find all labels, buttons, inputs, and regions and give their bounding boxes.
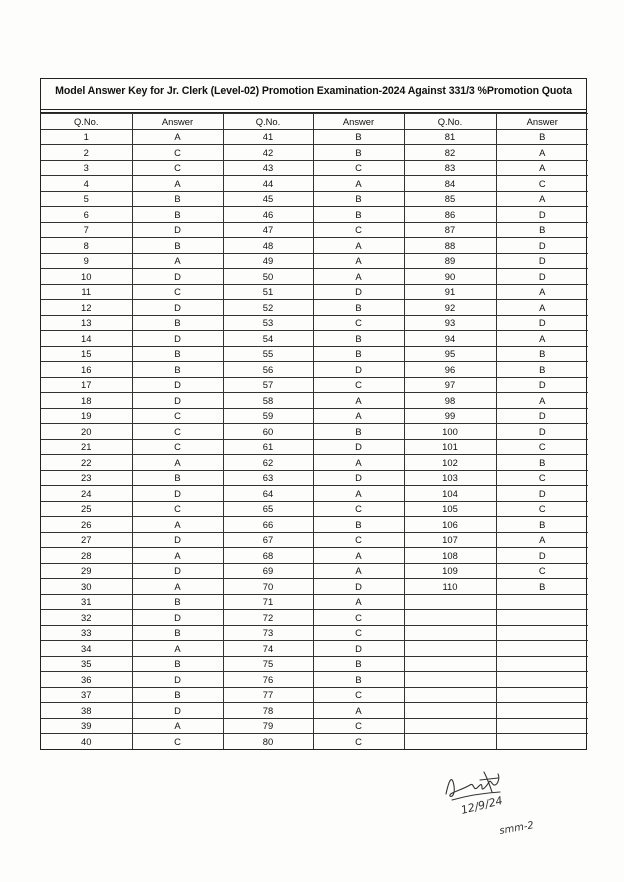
answer-cell: B bbox=[313, 424, 404, 440]
table-row bbox=[41, 672, 588, 688]
answer-cell bbox=[496, 734, 588, 749]
answer-cell bbox=[496, 625, 588, 641]
answer-cell: A bbox=[132, 579, 223, 595]
table-row bbox=[41, 625, 588, 641]
answer-cell: B bbox=[132, 238, 223, 254]
question-number-cell: 90 bbox=[404, 269, 496, 285]
question-number-cell: 76 bbox=[223, 672, 313, 688]
answer-cell: A bbox=[496, 284, 588, 300]
question-number-cell: 54 bbox=[223, 331, 313, 347]
answer-cell: A bbox=[496, 331, 588, 347]
answer-cell: B bbox=[313, 191, 404, 207]
question-number-cell: 83 bbox=[404, 160, 496, 176]
question-number-cell: 42 bbox=[223, 145, 313, 161]
question-number-cell: 99 bbox=[404, 408, 496, 424]
question-number-cell: 78 bbox=[223, 703, 313, 719]
answer-cell bbox=[496, 594, 588, 610]
table-row bbox=[41, 718, 588, 734]
question-number-cell: 56 bbox=[223, 362, 313, 378]
table-row bbox=[41, 532, 588, 548]
answer-cell: A bbox=[132, 176, 223, 192]
question-number-cell: 40 bbox=[41, 734, 132, 749]
question-number-cell: 17 bbox=[41, 377, 132, 393]
question-number-cell: 2 bbox=[41, 145, 132, 161]
question-number-cell: 51 bbox=[223, 284, 313, 300]
question-number-cell: 102 bbox=[404, 455, 496, 471]
answer-cell: B bbox=[496, 579, 588, 595]
question-number-cell: 87 bbox=[404, 222, 496, 238]
answer-cell: B bbox=[132, 191, 223, 207]
question-number-cell: 3 bbox=[41, 160, 132, 176]
answer-cell: D bbox=[132, 486, 223, 502]
table-row bbox=[41, 269, 588, 285]
question-number-cell: 34 bbox=[41, 641, 132, 657]
answer-cell: D bbox=[313, 579, 404, 595]
answer-cell: D bbox=[132, 269, 223, 285]
question-number-cell bbox=[404, 610, 496, 626]
question-number-cell: 110 bbox=[404, 579, 496, 595]
question-number-cell: 62 bbox=[223, 455, 313, 471]
question-number-cell: 86 bbox=[404, 207, 496, 223]
signature-note: smm-2 bbox=[498, 820, 535, 837]
answer-cell: A bbox=[132, 455, 223, 471]
answer-cell: B bbox=[132, 625, 223, 641]
answer-cell: B bbox=[313, 300, 404, 316]
question-number-cell: 16 bbox=[41, 362, 132, 378]
answer-cell: A bbox=[132, 517, 223, 533]
question-number-cell: 4 bbox=[41, 176, 132, 192]
question-number-cell: 84 bbox=[404, 176, 496, 192]
answer-cell: D bbox=[496, 424, 588, 440]
question-number-cell: 108 bbox=[404, 548, 496, 564]
answer-cell: C bbox=[313, 532, 404, 548]
answer-cell: D bbox=[313, 362, 404, 378]
table-row bbox=[41, 129, 588, 145]
question-number-cell: 66 bbox=[223, 517, 313, 533]
answer-cell: D bbox=[132, 563, 223, 579]
table-row bbox=[41, 579, 588, 595]
answer-cell: C bbox=[313, 315, 404, 331]
question-number-cell: 43 bbox=[223, 160, 313, 176]
answer-key-sheet bbox=[40, 78, 587, 750]
question-number-cell: 6 bbox=[41, 207, 132, 223]
answer-cell: B bbox=[132, 207, 223, 223]
table-row bbox=[41, 222, 588, 238]
question-number-cell: 12 bbox=[41, 300, 132, 316]
answer-cell: D bbox=[132, 672, 223, 688]
answer-cell: A bbox=[313, 455, 404, 471]
answer-cell: C bbox=[313, 718, 404, 734]
table-row bbox=[41, 548, 588, 564]
question-number-cell bbox=[404, 625, 496, 641]
question-number-cell: 23 bbox=[41, 470, 132, 486]
question-number-cell: 27 bbox=[41, 532, 132, 548]
question-number-cell: 28 bbox=[41, 548, 132, 564]
answer-cell: B bbox=[496, 129, 588, 145]
answer-cell: D bbox=[132, 532, 223, 548]
question-number-cell: 35 bbox=[41, 656, 132, 672]
answer-cell: A bbox=[313, 703, 404, 719]
answer-cell: C bbox=[132, 734, 223, 749]
answer-cell: A bbox=[496, 393, 588, 409]
answer-cell: B bbox=[313, 656, 404, 672]
column-header: Q.No. bbox=[41, 114, 132, 130]
question-number-cell: 88 bbox=[404, 238, 496, 254]
answer-cell bbox=[496, 703, 588, 719]
answer-cell: A bbox=[313, 238, 404, 254]
answer-cell: C bbox=[132, 284, 223, 300]
answer-cell: D bbox=[313, 284, 404, 300]
question-number-cell: 75 bbox=[223, 656, 313, 672]
question-number-cell: 73 bbox=[223, 625, 313, 641]
question-number-cell: 81 bbox=[404, 129, 496, 145]
table-row bbox=[41, 703, 588, 719]
answer-cell: B bbox=[132, 470, 223, 486]
table-row bbox=[41, 517, 588, 533]
question-number-cell: 63 bbox=[223, 470, 313, 486]
answer-cell: C bbox=[132, 145, 223, 161]
question-number-cell: 45 bbox=[223, 191, 313, 207]
question-number-cell: 59 bbox=[223, 408, 313, 424]
question-number-cell bbox=[404, 687, 496, 703]
answer-cell: D bbox=[132, 377, 223, 393]
answer-cell: B bbox=[132, 346, 223, 362]
column-header: Answer bbox=[496, 114, 588, 130]
question-number-cell: 13 bbox=[41, 315, 132, 331]
table-row bbox=[41, 486, 588, 502]
answer-cell: B bbox=[313, 145, 404, 161]
answer-cell: A bbox=[313, 548, 404, 564]
answer-cell: D bbox=[496, 377, 588, 393]
answer-cell: C bbox=[132, 424, 223, 440]
question-number-cell: 91 bbox=[404, 284, 496, 300]
answer-cell: C bbox=[496, 563, 588, 579]
question-number-cell bbox=[404, 594, 496, 610]
question-number-cell: 14 bbox=[41, 331, 132, 347]
table-row bbox=[41, 160, 588, 176]
question-number-cell: 44 bbox=[223, 176, 313, 192]
answer-cell: A bbox=[132, 129, 223, 145]
answer-cell: C bbox=[313, 625, 404, 641]
question-number-cell: 50 bbox=[223, 269, 313, 285]
table-row bbox=[41, 176, 588, 192]
answer-cell: D bbox=[313, 439, 404, 455]
table-row bbox=[41, 315, 588, 331]
answer-cell: C bbox=[313, 734, 404, 749]
answer-cell: D bbox=[496, 486, 588, 502]
question-number-cell: 49 bbox=[223, 253, 313, 269]
question-number-cell: 11 bbox=[41, 284, 132, 300]
answer-cell: C bbox=[313, 610, 404, 626]
answer-cell: B bbox=[313, 207, 404, 223]
table-row bbox=[41, 377, 588, 393]
answer-cell: D bbox=[132, 300, 223, 316]
question-number-cell: 70 bbox=[223, 579, 313, 595]
question-number-cell: 107 bbox=[404, 532, 496, 548]
answer-cell: B bbox=[313, 129, 404, 145]
question-number-cell: 61 bbox=[223, 439, 313, 455]
answer-cell: A bbox=[132, 641, 223, 657]
question-number-cell: 5 bbox=[41, 191, 132, 207]
question-number-cell: 95 bbox=[404, 346, 496, 362]
table-row bbox=[41, 331, 588, 347]
question-number-cell: 103 bbox=[404, 470, 496, 486]
question-number-cell: 55 bbox=[223, 346, 313, 362]
answer-cell: C bbox=[313, 687, 404, 703]
question-number-cell: 72 bbox=[223, 610, 313, 626]
question-number-cell: 29 bbox=[41, 563, 132, 579]
question-number-cell bbox=[404, 672, 496, 688]
question-number-cell bbox=[404, 718, 496, 734]
question-number-cell: 100 bbox=[404, 424, 496, 440]
table-row bbox=[41, 253, 588, 269]
question-number-cell: 71 bbox=[223, 594, 313, 610]
table-row bbox=[41, 501, 588, 517]
question-number-cell: 26 bbox=[41, 517, 132, 533]
question-number-cell: 25 bbox=[41, 501, 132, 517]
answer-cell: A bbox=[313, 594, 404, 610]
question-number-cell: 15 bbox=[41, 346, 132, 362]
answer-cell: C bbox=[313, 160, 404, 176]
question-number-cell: 74 bbox=[223, 641, 313, 657]
question-number-cell: 22 bbox=[41, 455, 132, 471]
table-row bbox=[41, 734, 588, 749]
question-number-cell: 19 bbox=[41, 408, 132, 424]
answer-cell: D bbox=[132, 393, 223, 409]
table-row bbox=[41, 439, 588, 455]
answer-cell: D bbox=[313, 641, 404, 657]
question-number-cell: 46 bbox=[223, 207, 313, 223]
answer-cell: C bbox=[132, 501, 223, 517]
answer-cell: C bbox=[132, 408, 223, 424]
question-number-cell: 105 bbox=[404, 501, 496, 517]
answer-cell: C bbox=[496, 176, 588, 192]
answer-cell: B bbox=[132, 656, 223, 672]
answer-cell: B bbox=[496, 346, 588, 362]
question-number-cell: 7 bbox=[41, 222, 132, 238]
question-number-cell: 52 bbox=[223, 300, 313, 316]
question-number-cell bbox=[404, 641, 496, 657]
table-header-row bbox=[41, 114, 588, 130]
answer-cell: B bbox=[132, 594, 223, 610]
question-number-cell: 94 bbox=[404, 331, 496, 347]
table-row bbox=[41, 656, 588, 672]
answer-cell: C bbox=[496, 439, 588, 455]
answer-cell: B bbox=[132, 315, 223, 331]
question-number-cell: 97 bbox=[404, 377, 496, 393]
answer-cell: B bbox=[132, 362, 223, 378]
question-number-cell: 30 bbox=[41, 579, 132, 595]
answer-cell: B bbox=[313, 517, 404, 533]
question-number-cell: 69 bbox=[223, 563, 313, 579]
question-number-cell: 60 bbox=[223, 424, 313, 440]
question-number-cell: 92 bbox=[404, 300, 496, 316]
question-number-cell: 36 bbox=[41, 672, 132, 688]
answer-cell: C bbox=[313, 501, 404, 517]
question-number-cell: 9 bbox=[41, 253, 132, 269]
table-row bbox=[41, 300, 588, 316]
answer-cell: D bbox=[496, 269, 588, 285]
answer-cell: A bbox=[313, 253, 404, 269]
answer-cell: A bbox=[132, 718, 223, 734]
table-row bbox=[41, 424, 588, 440]
page-title: Model Answer Key for Jr. Clerk (Level-02) Promotion Examination-2024 Against 331/3 %Promotion Quota bbox=[41, 79, 586, 110]
question-number-cell: 85 bbox=[404, 191, 496, 207]
question-number-cell: 47 bbox=[223, 222, 313, 238]
question-number-cell: 67 bbox=[223, 532, 313, 548]
column-header: Q.No. bbox=[223, 114, 313, 130]
answer-cell: A bbox=[313, 486, 404, 502]
answer-cell bbox=[496, 610, 588, 626]
question-number-cell: 41 bbox=[223, 129, 313, 145]
answer-cell: D bbox=[496, 207, 588, 223]
table-row bbox=[41, 641, 588, 657]
question-number-cell bbox=[404, 703, 496, 719]
answer-cell: B bbox=[496, 222, 588, 238]
question-number-cell: 106 bbox=[404, 517, 496, 533]
answer-cell bbox=[496, 718, 588, 734]
answer-cell: A bbox=[496, 191, 588, 207]
answer-cell: B bbox=[313, 672, 404, 688]
question-number-cell: 93 bbox=[404, 315, 496, 331]
answer-cell: D bbox=[496, 548, 588, 564]
answer-cell: A bbox=[313, 393, 404, 409]
answer-cell: B bbox=[313, 346, 404, 362]
answer-cell bbox=[496, 641, 588, 657]
question-number-cell: 8 bbox=[41, 238, 132, 254]
question-number-cell bbox=[404, 656, 496, 672]
answer-cell: A bbox=[496, 300, 588, 316]
column-header: Answer bbox=[132, 114, 223, 130]
answer-cell: A bbox=[132, 253, 223, 269]
question-number-cell: 58 bbox=[223, 393, 313, 409]
column-header: Answer bbox=[313, 114, 404, 130]
question-number-cell: 79 bbox=[223, 718, 313, 734]
answer-cell: C bbox=[496, 501, 588, 517]
question-number-cell: 64 bbox=[223, 486, 313, 502]
question-number-cell: 77 bbox=[223, 687, 313, 703]
question-number-cell: 21 bbox=[41, 439, 132, 455]
answer-cell: C bbox=[313, 222, 404, 238]
table-row bbox=[41, 284, 588, 300]
answer-cell: B bbox=[496, 362, 588, 378]
answer-cell: A bbox=[496, 532, 588, 548]
table-row bbox=[41, 594, 588, 610]
question-number-cell: 39 bbox=[41, 718, 132, 734]
answer-cell: B bbox=[313, 331, 404, 347]
answer-cell: C bbox=[132, 160, 223, 176]
table-row bbox=[41, 393, 588, 409]
answer-cell: A bbox=[496, 145, 588, 161]
answer-cell: D bbox=[132, 703, 223, 719]
question-number-cell: 80 bbox=[223, 734, 313, 749]
question-number-cell: 31 bbox=[41, 594, 132, 610]
answer-cell: B bbox=[496, 455, 588, 471]
table-row bbox=[41, 238, 588, 254]
question-number-cell: 10 bbox=[41, 269, 132, 285]
table-row bbox=[41, 687, 588, 703]
answer-cell: D bbox=[313, 470, 404, 486]
answer-cell: B bbox=[496, 517, 588, 533]
answer-cell bbox=[496, 672, 588, 688]
answer-cell: A bbox=[132, 548, 223, 564]
question-number-cell: 18 bbox=[41, 393, 132, 409]
question-number-cell: 68 bbox=[223, 548, 313, 564]
table-row bbox=[41, 408, 588, 424]
question-number-cell: 96 bbox=[404, 362, 496, 378]
question-number-cell: 24 bbox=[41, 486, 132, 502]
answer-cell bbox=[496, 656, 588, 672]
question-number-cell: 65 bbox=[223, 501, 313, 517]
answer-cell: D bbox=[496, 408, 588, 424]
signature-mark bbox=[440, 760, 560, 840]
question-number-cell: 37 bbox=[41, 687, 132, 703]
table-row bbox=[41, 455, 588, 471]
answer-table bbox=[41, 113, 588, 749]
question-number-cell: 109 bbox=[404, 563, 496, 579]
signature-date: 12/9/24 bbox=[459, 794, 504, 817]
answer-cell: A bbox=[313, 269, 404, 285]
question-number-cell: 82 bbox=[404, 145, 496, 161]
question-number-cell: 20 bbox=[41, 424, 132, 440]
answer-cell: D bbox=[496, 238, 588, 254]
question-number-cell: 57 bbox=[223, 377, 313, 393]
answer-cell: C bbox=[313, 377, 404, 393]
table-row bbox=[41, 346, 588, 362]
answer-cell: D bbox=[132, 331, 223, 347]
answer-cell: A bbox=[313, 176, 404, 192]
answer-cell: A bbox=[313, 563, 404, 579]
column-header: Q.No. bbox=[404, 114, 496, 130]
table-row bbox=[41, 191, 588, 207]
question-number-cell: 1 bbox=[41, 129, 132, 145]
answer-cell: C bbox=[132, 439, 223, 455]
question-number-cell: 32 bbox=[41, 610, 132, 626]
question-number-cell: 101 bbox=[404, 439, 496, 455]
table-row bbox=[41, 610, 588, 626]
question-number-cell: 89 bbox=[404, 253, 496, 269]
table-row bbox=[41, 470, 588, 486]
table-row bbox=[41, 563, 588, 579]
question-number-cell: 33 bbox=[41, 625, 132, 641]
answer-cell bbox=[496, 687, 588, 703]
answer-cell: A bbox=[496, 160, 588, 176]
question-number-cell: 104 bbox=[404, 486, 496, 502]
answer-cell: B bbox=[132, 687, 223, 703]
question-number-cell bbox=[404, 734, 496, 749]
answer-cell: D bbox=[496, 315, 588, 331]
answer-rows bbox=[41, 129, 588, 749]
question-number-cell: 98 bbox=[404, 393, 496, 409]
answer-cell: A bbox=[313, 408, 404, 424]
table-row bbox=[41, 362, 588, 378]
answer-cell: D bbox=[496, 253, 588, 269]
question-number-cell: 48 bbox=[223, 238, 313, 254]
answer-cell: D bbox=[132, 222, 223, 238]
question-number-cell: 53 bbox=[223, 315, 313, 331]
answer-cell: C bbox=[496, 470, 588, 486]
answer-cell: D bbox=[132, 610, 223, 626]
table-row bbox=[41, 207, 588, 223]
table-row bbox=[41, 145, 588, 161]
question-number-cell: 38 bbox=[41, 703, 132, 719]
